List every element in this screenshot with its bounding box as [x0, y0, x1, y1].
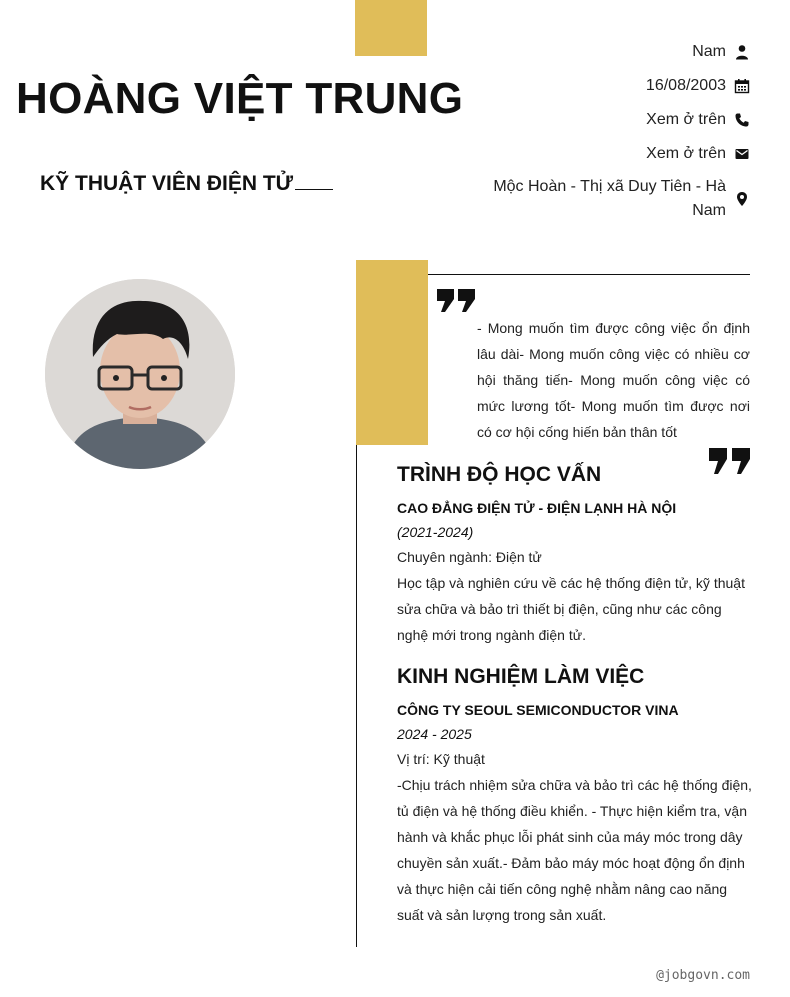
career-objective: - Mong muốn tìm được công việc ổn định lâu dài- Mong muốn công việc có nhiều cơ hội thăng tiến- Mong muốn công việc có mức lương tốt- Mong muốn tìm được nơi có cơ hội cống hiến bản thân tốt: [477, 320, 750, 440]
job-title-underline: [295, 189, 333, 190]
job-title-text: KỸ THUẬT VIÊN ĐIỆN TỬ: [40, 172, 294, 195]
education-period: (2021-2024): [397, 524, 474, 540]
experience-position: Vị trí: Kỹ thuật: [397, 751, 485, 767]
candidate-name: HOÀNG VIỆT TRUNG: [16, 74, 464, 123]
contact-address: [460, 175, 750, 223]
dob-text: 16/08/2003: [645, 77, 726, 94]
contact-dob: [440, 74, 750, 98]
gender-text: Nam: [692, 43, 726, 60]
job-title: [40, 172, 333, 196]
experience-section: [397, 662, 752, 928]
phone-icon: [734, 112, 750, 128]
column-divider: [356, 445, 357, 947]
quote-open-icon: [437, 289, 475, 313]
avatar-portrait: [45, 279, 235, 469]
calendar-icon: [734, 78, 750, 94]
education-title: TRÌNH ĐỘ HỌC VẤN: [397, 463, 602, 486]
location-pin-icon: [734, 191, 750, 207]
experience-description: -Chịu trách nhiệm sửa chữa và bảo trì các hệ thống điện, tủ điện và hệ thống điều khiển. - Thực hiện kiểm tra, vận hành và khắc phục lỗi phát sinh của máy móc trong dây chuyền sản xuất.- Đảm bảo máy móc hoạt động ổn định và thực hiện cải tiến công nghệ nhằm nâng cao năng suất và sản lượng trong sản xuất.: [397, 777, 752, 923]
contact-email: [440, 142, 750, 166]
education-description: Học tập và nghiên cứu về các hệ thống điện tử, kỹ thuật sửa chữa và bảo trì thiết bị điện, cũng như các công nghệ mới trong ngành điện tử.: [397, 575, 745, 643]
school-name: CAO ĐẲNG ĐIỆN TỬ - ĐIỆN LẠNH HÀ NỘI: [397, 500, 677, 516]
accent-block-middle: [356, 260, 428, 445]
experience-period: 2024 - 2025: [397, 726, 472, 742]
avatar: [45, 279, 235, 469]
accent-block-top: [355, 0, 427, 56]
contact-phone: [440, 108, 750, 132]
email-text: Xem ở trên: [646, 145, 726, 162]
education-section: [397, 460, 752, 648]
education-major: Chuyên ngành: Điện tử: [397, 549, 542, 565]
quote-divider: [428, 274, 750, 275]
experience-title: KINH NGHIỆM LÀM VIỆC: [397, 665, 645, 688]
mail-icon: [734, 146, 750, 162]
phone-text: Xem ở trên: [646, 111, 726, 128]
watermark: @jobgovn.com: [656, 968, 750, 983]
person-icon: [734, 44, 750, 60]
address-text: Mộc Hoàn - Thị xã Duy Tiên - Hà Nam: [493, 178, 726, 219]
contact-gender: [440, 40, 750, 64]
company-name: CÔNG TY SEOUL SEMICONDUCTOR VINA: [397, 702, 679, 718]
